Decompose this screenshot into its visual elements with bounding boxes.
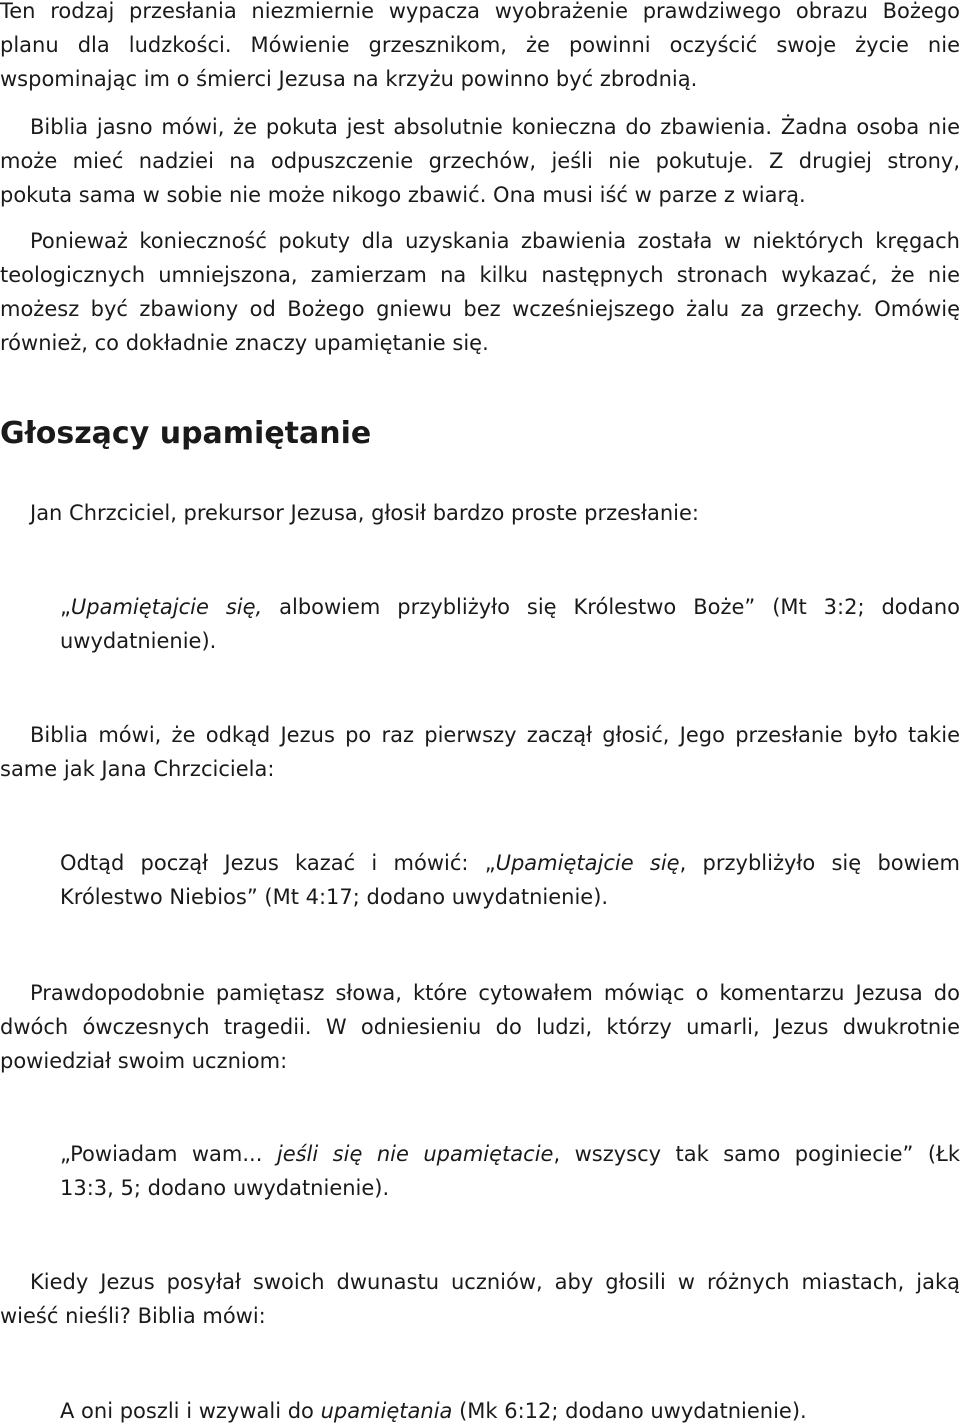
quote-1-emphasis: Upamiętajcie się, <box>70 595 263 619</box>
quote-1-line-1 <box>60 590 960 624</box>
quote-3-rest: , wszyscy tak samo poginiecie” (Łk <box>553 1142 960 1166</box>
quote-4-line-1 <box>60 1394 960 1428</box>
quote-2-pre: Odtąd począł Jezus kazać i mówić: „ <box>60 851 496 875</box>
paragraph-5-line-1: Biblia mówi, że odkąd Jezus po raz pierwszy zaczął głosić, Jego przesłanie było takie <box>30 723 960 747</box>
quote-3-line-1 <box>60 1137 960 1171</box>
paragraph-2-line-1: Biblia jasno mówi, że pokuta jest absolutnie konieczna do zbawienia. Żadna osoba nie <box>30 115 960 139</box>
paragraph-3-line-1: Ponieważ konieczność pokuty dla uzyskania zbawienia została w niektórych kręgach <box>30 229 960 253</box>
quote-1-line-2: uwydatnienie). <box>60 629 217 653</box>
paragraph-3-line-3: możesz być zbawiony od Bożego gniewu bez wcześniejszego żalu za grzechy. Omówię <box>0 297 960 321</box>
quote-3-emphasis: jeśli się nie upamiętacie <box>276 1142 554 1166</box>
quote-1-rest: albowiem przybliżyło się Królestwo Boże” (Mt 3:2; dodano <box>262 595 960 619</box>
quote-3-line-2: 13:3, 5; dodano uwydatnienie). <box>60 1176 390 1200</box>
paragraph-7-line-1: Kiedy Jezus posyłał swoich dwunastu uczniów, aby głosili w różnych miastach, jaką <box>30 1270 960 1294</box>
quote-4-pre: A oni poszli i wzywali do <box>60 1399 321 1423</box>
paragraph-2-line-2: może mieć nadziei na odpuszczenie grzechów, jeśli nie pokutuje. Z drugiej strony, <box>0 149 960 173</box>
paragraph-5-line-2: same jak Jana Chrzciciela: <box>0 757 275 781</box>
quote-2-line-2: Królestwo Niebios” (Mt 4:17; dodano uwydatnienie). <box>60 885 609 909</box>
paragraph-6-line-1: Prawdopodobnie pamiętasz słowa, które cytowałem mówiąc o komentarzu Jezusa do <box>30 981 960 1005</box>
paragraph-7-line-2: wieść nieśli? Biblia mówi: <box>0 1304 266 1328</box>
paragraph-6-line-2: dwóch ówczesnych tragedii. W odniesieniu do ludzi, którzy umarli, Jezus dwukrotnie <box>0 1015 960 1039</box>
paragraph-3-line-2: teologicznych umniejszona, zamierzam na kilku następnych stronach wykazać, że nie <box>0 263 960 287</box>
paragraph-1-line-2: planu dla ludzkości. Mówienie grzesznikom, że powinni oczyścić swoje życie nie <box>0 33 960 57</box>
paragraph-4-line-1: Jan Chrzciciel, prekursor Jezusa, głosił bardzo proste przesłanie: <box>30 501 699 525</box>
paragraph-1-line-3: wspominając im o śmierci Jezusa na krzyżu powinno być zbrodnią. <box>0 67 698 91</box>
section-heading: Głoszący upamiętanie <box>0 416 372 451</box>
quote-4-rest: (Mk 6:12; dodano uwydatnienie). <box>452 1399 807 1423</box>
quote-2-line-1 <box>60 846 960 880</box>
paragraph-1-line-1: Ten rodzaj przesłania niezmiernie wypacza wyobrażenie prawdziwego obrazu Bożego <box>0 0 960 23</box>
paragraph-2-line-3: pokuta sama w sobie nie może nikogo zbawić. Ona musi iść w parze z wiarą. <box>0 183 806 207</box>
quote-2-emphasis: Upamiętajcie się <box>495 851 680 875</box>
quote-1-open: „ <box>60 595 71 619</box>
quote-3-pre: „Powiadam wam... <box>60 1142 277 1166</box>
quote-2-rest: , przybliżyło się bowiem <box>679 851 960 875</box>
quote-4-emphasis: upamiętania <box>320 1399 453 1423</box>
paragraph-3-line-4: również, co dokładnie znaczy upamiętanie się. <box>0 331 489 355</box>
paragraph-6-line-3: powiedział swoim uczniom: <box>0 1049 288 1073</box>
